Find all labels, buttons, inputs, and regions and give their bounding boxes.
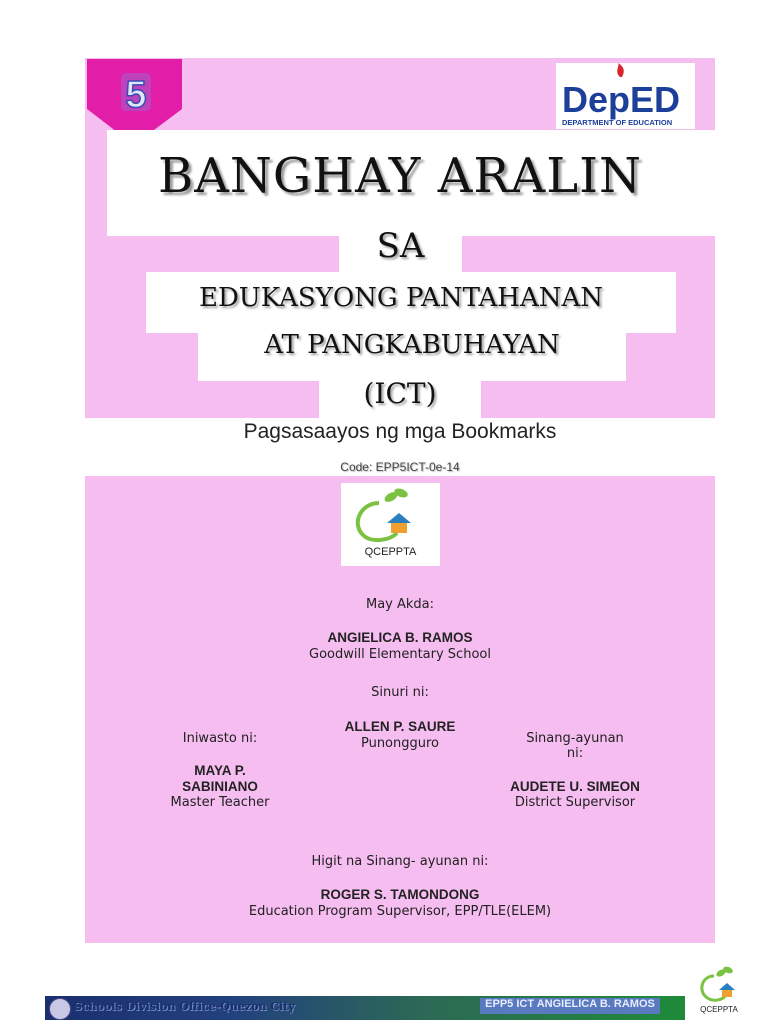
approved-label-line-1: Sinang-ayunan [526,731,624,746]
deped-logo [556,63,695,129]
final-approver-name: ROGER S. TAMONDONG [320,887,480,902]
corrector-name-line-2: SABINIANO [182,779,258,794]
subject-line-1: EDUKASYONG PANTAHANAN [198,283,603,313]
footer-division-text: Schools Division Office-Quezon City [74,1000,295,1013]
grade-number: 5 [125,74,147,116]
svg-text:DEPARTMENT OF EDUCATION: DEPARTMENT OF EDUCATION [562,118,673,127]
subject-line-3: (ICT) [363,377,437,410]
reviewed-label: Sinuri ni: [371,685,429,700]
division-seal-icon [49,998,71,1020]
footer-logo-label: QCEPPTA [700,1005,738,1014]
approver-name: AUDETE U. SIMEON [510,779,640,794]
final-approver-title: Education Program Supervisor, EPP/TLE(ELEM) [248,904,552,919]
final-approval-label: Higit na Sinang- ayunan ni: [311,854,489,869]
approved-label-line-2: ni: [566,746,584,761]
approver-title: District Supervisor [514,795,636,810]
title-connector: SA [376,226,425,266]
qceppta-label: QCEPPTA [364,546,417,558]
footer-author-text: EPP5 ICT ANGIELICA B. RAMOS [485,998,655,1010]
author-label: May Akda: [365,597,435,612]
author-name: ANGIELICA B. RAMOS [327,630,473,645]
corrected-label: Iniwasto ni: [182,731,258,746]
author-school: Goodwill Elementary School [309,647,491,662]
subject-line-2: AT PANGKABUHAYAN [264,330,560,360]
corrector-name-line-1: MAYA P. [194,763,246,778]
reviewer-title: Punongguro [360,736,440,751]
lesson-title: Pagsasaayos ng mga Bookmarks [243,420,557,443]
document-title: BANGHAY ARALIN [157,148,643,204]
reviewer-name: ALLEN P. SAURE [344,719,456,734]
lesson-code: Code: EPP5ICT-0e-14 [340,460,460,474]
corrector-title: Master Teacher [170,795,270,810]
svg-text:DepED: DepED [562,79,681,120]
